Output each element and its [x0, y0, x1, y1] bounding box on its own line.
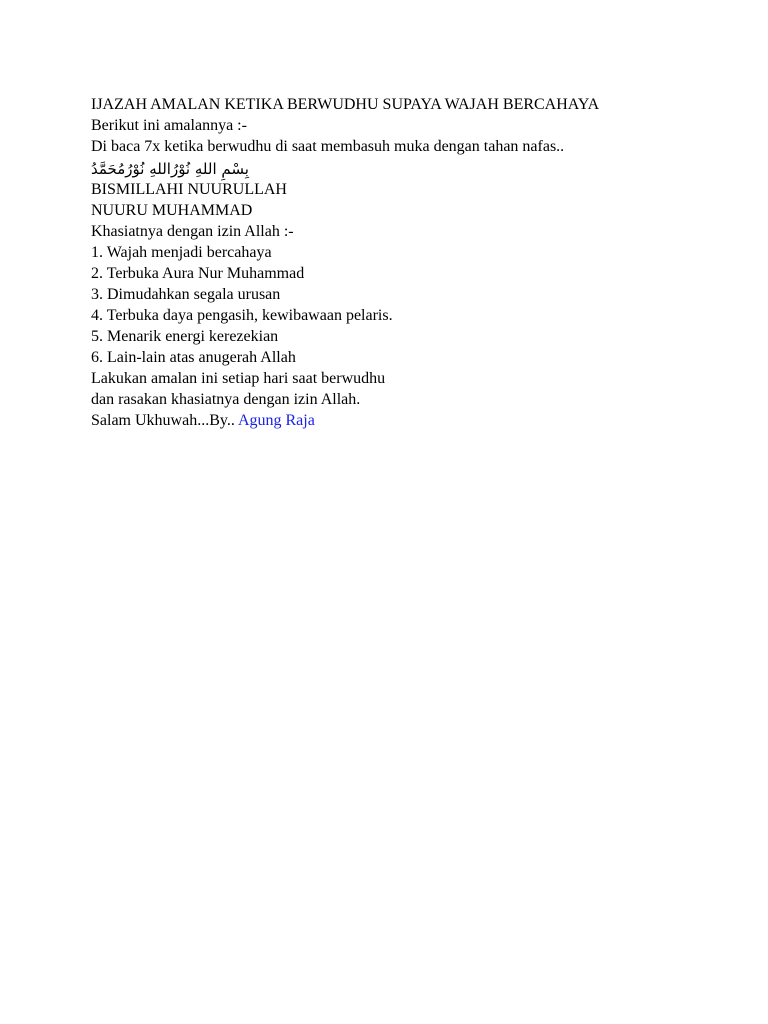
signature-prefix: Salam Ukhuwah...By..	[91, 412, 238, 429]
document-title: IJAZAH AMALAN KETIKA BERWUDHU SUPAYA WAJAH BERCAHAYA	[91, 96, 600, 113]
transliteration-line-2: NUURU MUHAMMAD	[91, 202, 253, 219]
benefit-item: 6. Lain-lain atas anugerah Allah	[91, 349, 296, 366]
transliteration-line-1: BISMILLAHI NUURULLAH	[91, 181, 287, 198]
signature-line	[91, 410, 731, 431]
benefits-heading: Khasiatnya dengan izin Allah :-	[91, 223, 294, 240]
benefit-item: 2. Terbuka Aura Nur Muhammad	[91, 265, 305, 282]
intro-text: Berikut ini amalannya :-	[91, 117, 247, 134]
arabic-text: بِسْمِ اللهِ نُوْرُاللهِ نُوْرُمُحَمَّدُ	[91, 160, 249, 178]
closing-line-1: Lakukan amalan ini setiap hari saat berwudhu	[91, 370, 386, 387]
arabic-line	[91, 157, 731, 179]
benefit-item: 3. Dimudahkan segala urusan	[91, 286, 281, 303]
benefit-item: 1. Wajah menjadi bercahaya	[91, 244, 272, 261]
instruction-text: Di baca 7x ketika berwudhu di saat membasuh muka dengan tahan nafas..	[91, 138, 565, 155]
benefit-item: 5. Menarik energi kerezekian	[91, 328, 279, 345]
author-link[interactable]: Agung Raja	[237, 412, 315, 429]
closing-line-2: dan rasakan khasiatnya dengan izin Allah.	[91, 391, 361, 408]
benefit-item: 4. Terbuka daya pengasih, kewibawaan pelaris.	[91, 307, 393, 324]
document-body	[91, 94, 731, 431]
